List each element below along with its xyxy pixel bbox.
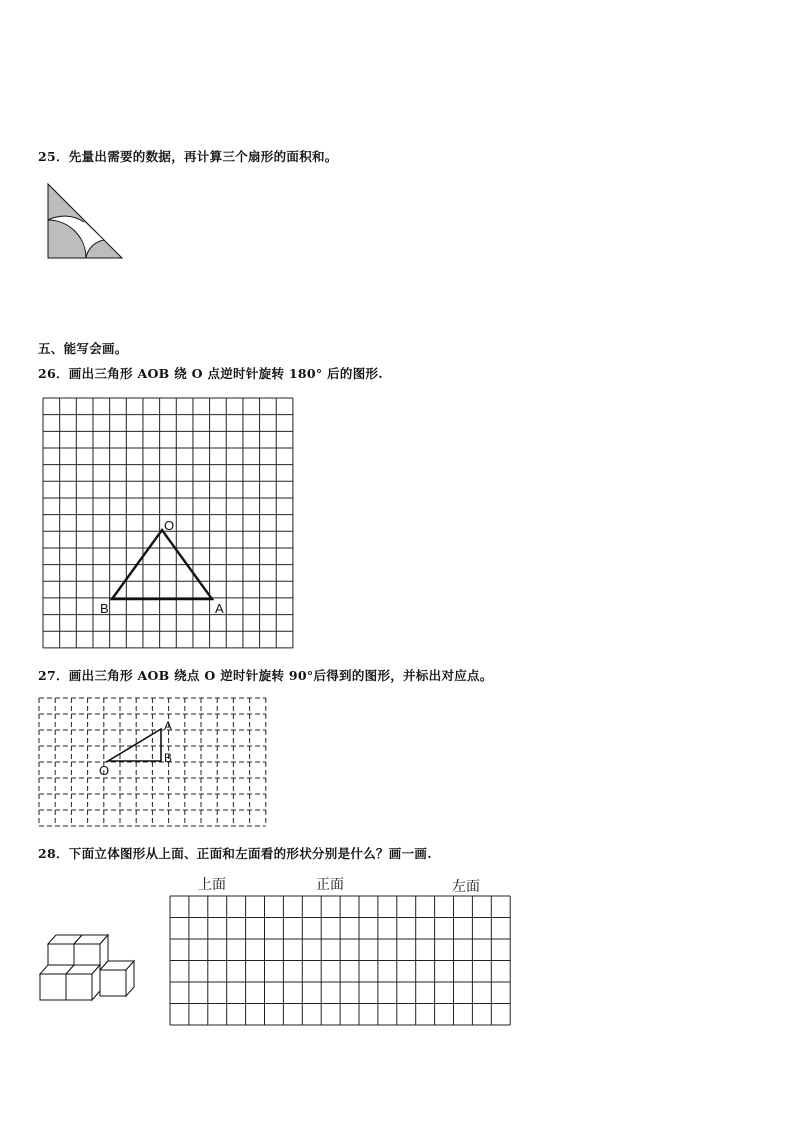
question-27-text: 27．画出三角形 AOB 绕点 O 逆时针旋转 90°后得到的图形，并标出对应点。 xyxy=(38,668,493,683)
question-26-text: 26．画出三角形 AOB 绕 O 点逆时针旋转 180° 后的图形. xyxy=(38,366,383,381)
q27-label-a: A xyxy=(164,719,173,733)
q26-label-a: A xyxy=(215,601,224,616)
question-25-text: 25．先量出需要的数据，再计算三个扇形的面积和。 xyxy=(38,149,338,164)
q27-label-o: O xyxy=(99,763,110,778)
view-label-front: 正面 xyxy=(316,876,344,892)
q26-label-o: O xyxy=(164,518,175,533)
section-5-heading: 五、能写会画。 xyxy=(38,341,128,356)
q28-answer-grid xyxy=(169,895,512,1026)
q26-label-b: B xyxy=(100,601,109,616)
view-label-top: 上面 xyxy=(198,876,226,892)
question-28-text: 28．下面立体图形从上面、正面和左面看的形状分别是什么？画一画. xyxy=(38,846,432,861)
q27-label-b: B xyxy=(164,751,173,765)
q27-dashed-grid xyxy=(38,697,268,827)
q25-sector-figure xyxy=(44,180,126,262)
q27-triangle-aob xyxy=(108,729,161,761)
view-label-left: 左面 xyxy=(452,878,480,894)
q28-cube-stack xyxy=(36,930,136,1005)
